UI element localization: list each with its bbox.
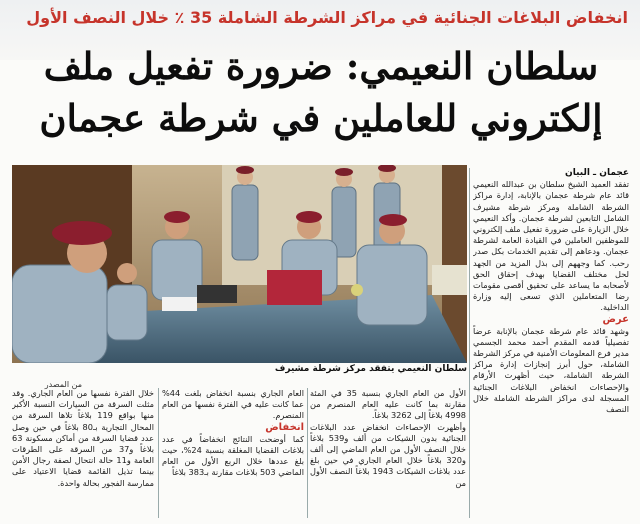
column-divider [307, 388, 308, 518]
paragraph-reports-cheques: وأظهرت الإحصاءات انخفاض عدد البلاغات الجنائية بدون الشيكات من ألف و539 بلاغاً خلال النصف الأول من العام الماضي إلى ألف و320 بلاغاً خلال العام الجاري في حين بلغ عدد بلاغات الشيكات 1943 بلاغاً النصف الأول من [310, 421, 466, 488]
article-photo [12, 165, 467, 363]
article-column-mid-left [162, 388, 304, 518]
kicker-headline: انخفاض البلاغات الجنائية في مراكز الشرطة الشاملة 35 ٪ خلال النصف الأول [26, 8, 628, 27]
column-divider [469, 168, 470, 518]
column-divider [158, 388, 159, 518]
article-column-left [12, 388, 154, 518]
subheading-inkhifad: انخفاض [265, 421, 304, 433]
subheading-ard: عرض [602, 313, 629, 325]
paragraph-reports-total: الأول من العام الجاري بنسبة 35 في المئة مقارنة بما كانت عليه العام المنصرم من 4998 بلاغاً إلى 3262 بلاغاً. [310, 388, 466, 421]
article-column-mid-right [310, 388, 466, 518]
photo-caption: سلطان النعيمي يتفقد مركز شرطة مشيرف [274, 364, 467, 374]
police-officers-meeting-image [12, 165, 467, 363]
paragraph-presentation: وشهد قائد عام شرطة عجمان بالإنابة عرضاً تفصيلياً قدمه المقدم أحمد محمد الجسمي مدير فرع المعلومات الأمنية في مركز الشرطة الشاملة، حول أبرز إنجازات إدارة مراكز الشرطة الشاملة، حيث أظهرت الأرقام والإحصاءات انخفاض البلاغات الجنائية المسجلة لدى مراكز الشرطة الشاملة خلال النصف [473, 325, 629, 415]
photo-source: من المصدر [44, 380, 82, 389]
main-headline-line-1: سلطان النعيمي: ضرورة تفعيل ملف [43, 44, 599, 88]
paragraph-closed-cases: كما أوضحت النتائج انخفاضاً في عدد بلاغات القضايا المغلقة بنسبة 24%، حيث بلغ عددها خلال الربع الأول من العام الماضي 503 بلاغات مقارنة بـ383 بلاغاً [162, 433, 304, 478]
main-headline-line-2: إلكتروني للعاملين في شرطة عجمان [39, 96, 603, 140]
byline: عجمان ـ البيان [565, 168, 629, 178]
paragraph-decrease-percent: العام الجاري بنسبة انخفاض بلغت 44% عما كانت عليه في الفترة نفسها من العام المنصرم. [162, 388, 304, 421]
article-column-right [473, 168, 629, 518]
paragraph-intro: تفقد العميد الشيخ سلطان بن عبدالله النعيمي قائد عام شرطة عجمان بالإنابة، إدارة مراكز الشرطة الشاملة ومركز شرطة مشيرف الشامل التابعين لشرطة عجمان. وأكد النعيمي خلال الزيارة على ضرورة تفعيل ملف إلكتروني للموظفين العاملين في القيادة العامة لشرطة عجمان. ودعاهم إلى تقديم الخدمات بكل صدر رحب. كما وجههم إلى بذل المزيد من الجهد لحل مختلف القضايا بهدف إحقاق الحق لأصحابه ما يساعد على تحقيق أقصى مقومات رضا المتعاملين الذي تسعى إليه وزارة الداخلية. [473, 179, 629, 313]
paragraph-theft-stats: خلال الفترة نفسها من العام الجاري. وقد مثلت السرقة من السيارات النسبة الأكبر منها بواقع 119 بلاغاً تلاها السرقة من المحال التجارية بـ80 بلاغاً في حين وصل عدد قضايا السرقة من أماكن مسكونة 63 بلاغاً و37 من السرقة على الطرقات العامة و11 حالة انتحال لصفة رجال الأمن بينما تذيل القائمة قضايا الاعتياد على ممارسة الفجور بحالة واحدة. [12, 388, 154, 488]
